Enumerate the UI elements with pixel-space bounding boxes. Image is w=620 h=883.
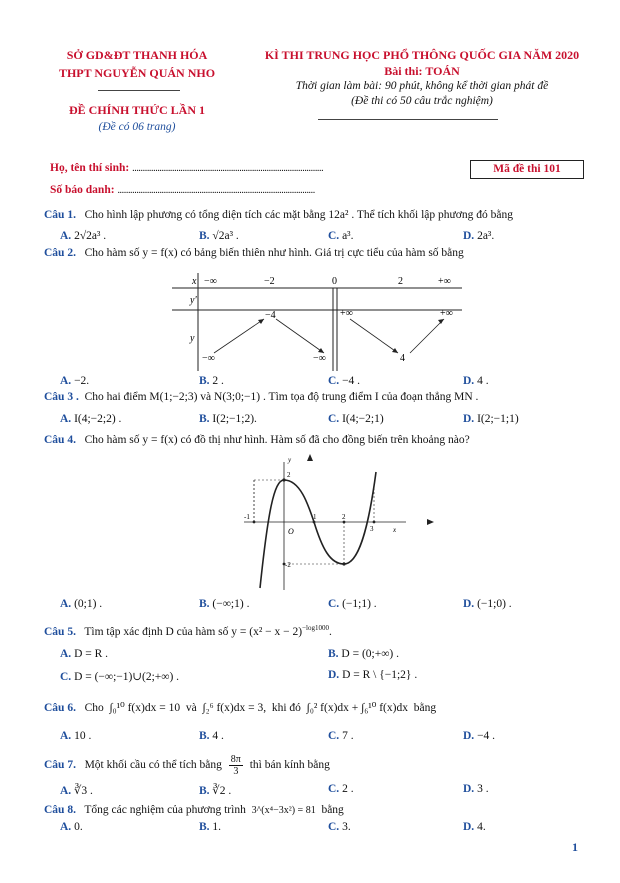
answer-letter: A. xyxy=(60,413,72,425)
q4-answer-b[interactable] xyxy=(199,598,249,610)
answer-letter: A. xyxy=(60,598,72,610)
page-number: 1 xyxy=(572,840,578,854)
answer-letter: D. xyxy=(463,375,475,387)
dept-name: SỞ GD&ĐT THANH HÓA xyxy=(66,48,208,62)
answer-value: 4. xyxy=(477,821,486,833)
question-text: Cho xyxy=(84,702,104,714)
q6-answer-b[interactable] xyxy=(199,730,224,742)
answer-value: (−∞;1) . xyxy=(212,598,250,610)
answer-value: 1. xyxy=(212,821,222,833)
question-number: Câu 6. xyxy=(44,702,76,714)
question-text: Cho hình lập phương có tổng diện tích các mặt bằng 12a² . Thể tích khối lập phương đó bằng xyxy=(84,209,513,221)
answer-letter: D. xyxy=(463,598,475,610)
q5-answer-b[interactable] xyxy=(328,648,399,660)
answer-value: D = (−∞;−1)∪(2;+∞) . xyxy=(74,671,180,683)
answer-letter: C. xyxy=(328,598,340,610)
y-axis-label: y xyxy=(288,456,292,464)
school-name: THPT NGUYỄN QUÁN NHO xyxy=(58,66,216,80)
answer-value: ∛2 . xyxy=(212,785,232,797)
answer-value: (0;1) . xyxy=(74,598,103,610)
question-number: Câu 5. xyxy=(44,625,76,638)
answer-value: 10 . xyxy=(74,730,92,742)
q7-answer-a[interactable] xyxy=(60,783,93,797)
answer-value: D = R \ {−1;2} . xyxy=(342,669,418,681)
answer-value: I(2;−1;2). xyxy=(212,413,257,425)
q3-answer-b[interactable] xyxy=(199,413,257,425)
question-number: Câu 4. xyxy=(44,434,76,446)
question-text: Tổng các nghiệm của phương trình xyxy=(84,804,246,816)
q7-answer-b[interactable] xyxy=(199,783,231,797)
answer-letter: B. xyxy=(199,598,210,610)
answer-letter: A. xyxy=(60,230,72,242)
answer-value: D = R . xyxy=(74,648,109,660)
integral-3: ∫₀² f(x)dx + ∫₆¹⁰ f(x)dx xyxy=(306,702,408,714)
question-text: Tìm tập xác định D của hàm số y = (x² − x − 2) xyxy=(84,625,303,638)
origin-label: O xyxy=(288,527,294,536)
question-text: khi đó xyxy=(271,702,301,714)
y-value: −∞ xyxy=(202,353,215,364)
question-6 xyxy=(44,700,436,714)
answer-letter: D. xyxy=(463,730,475,742)
q3-answer-d[interactable] xyxy=(463,413,519,425)
question-3 xyxy=(44,391,478,403)
q8-answer-c[interactable] xyxy=(328,821,351,833)
q4-answer-c[interactable] xyxy=(328,598,377,610)
fraction-numerator: 8π xyxy=(230,754,241,765)
answer-letter: D. xyxy=(463,783,475,795)
q8-answer-a[interactable] xyxy=(60,821,83,833)
x-value: −2 xyxy=(264,276,275,287)
answer-letter: D. xyxy=(463,230,475,242)
answer-letter: A. xyxy=(60,821,72,833)
question-text: bằng xyxy=(321,804,344,816)
q5-answer-d[interactable] xyxy=(328,669,417,681)
answer-value: I(4;−2;2) . xyxy=(74,413,122,425)
answer-value: √2a³ . xyxy=(212,230,239,242)
answer-letter: B. xyxy=(199,230,210,242)
q8-answer-b[interactable] xyxy=(199,821,221,833)
answer-letter: C. xyxy=(60,671,72,683)
question-5: Câu 5. Tìm tập xác định D của hàm số $y = (x^2 - x - 2)^{-log1000}$. xyxy=(44,624,332,638)
question-text: Cho hàm số y = f(x) có bảng biến thiên như hình. Giá trị cực tiểu của hàm số bằng xyxy=(84,247,464,259)
tick-y-2: 2 xyxy=(287,471,291,479)
exam-code-box xyxy=(470,160,584,179)
x-label: x xyxy=(192,276,197,287)
question-4 xyxy=(44,434,470,446)
y-value: +∞ xyxy=(340,308,353,319)
equation: 3^(x⁴−3x²) = 81 xyxy=(251,805,316,816)
q1-answer-b[interactable] xyxy=(199,230,239,242)
answer-letter: A. xyxy=(60,375,72,387)
answer-value: ∛3 . xyxy=(74,785,93,797)
id-field[interactable]: .............................................................................................. xyxy=(117,185,315,196)
answer-value: 3 . xyxy=(477,783,489,795)
q6-answer-c[interactable] xyxy=(328,730,354,742)
answer-value: 7 . xyxy=(342,730,354,742)
answer-value: (−1;1) . xyxy=(342,598,377,610)
q1-answer-a[interactable] xyxy=(60,230,106,242)
answer-value: 0. xyxy=(74,821,83,833)
answer-letter: D. xyxy=(463,413,475,425)
official-label: ĐỀ CHÍNH THỨC LẦN 1 xyxy=(68,103,205,117)
x-value: 2 xyxy=(398,276,403,287)
q7-answer-d[interactable] xyxy=(463,783,489,795)
answer-value: 2 . xyxy=(342,783,354,795)
question-2 xyxy=(44,247,464,259)
fraction xyxy=(229,754,243,777)
id-label: Số báo danh: xyxy=(50,184,115,196)
answer-letter: B. xyxy=(328,648,339,660)
q6-answer-d[interactable] xyxy=(463,730,495,742)
answer-letter: C. xyxy=(328,413,340,425)
fraction-denominator: 3 xyxy=(233,766,239,777)
answer-letter: A. xyxy=(60,648,72,660)
question-number: Câu 7. xyxy=(44,759,76,772)
question-8 xyxy=(44,804,344,816)
answer-letter: C. xyxy=(328,375,340,387)
y-value: −4 xyxy=(265,310,276,321)
x-value: −∞ xyxy=(204,276,217,287)
y-label: y xyxy=(190,333,195,344)
yp-label: y' xyxy=(190,295,197,306)
answer-value: −4 . xyxy=(342,375,361,387)
id-row xyxy=(50,184,315,196)
tick-x-neg1: -1 xyxy=(244,513,250,521)
answer-value: 2√2a³ . xyxy=(74,230,107,242)
answer-letter: C. xyxy=(328,821,340,833)
q2-answer-c[interactable] xyxy=(328,375,360,387)
question-text: bằng xyxy=(413,702,437,714)
function-graph xyxy=(238,452,438,592)
q3-answer-c[interactable] xyxy=(328,413,384,425)
answer-value: (−1;0) . xyxy=(477,598,512,610)
question-number: Câu 2. xyxy=(44,247,76,259)
q5-answer-a[interactable] xyxy=(60,648,108,660)
q2-answer-a[interactable] xyxy=(60,375,89,387)
answer-value: 4 . xyxy=(477,375,489,387)
exponent: −log1000 xyxy=(302,624,330,632)
subject: Bài thi: TOÁN xyxy=(384,64,460,78)
question-number: Câu 8. xyxy=(44,804,76,816)
q3-answer-a[interactable] xyxy=(60,413,121,425)
answer-value: D = (0;+∞) . xyxy=(341,648,400,660)
q5-answer-c[interactable] xyxy=(60,669,179,683)
answer-letter: B. xyxy=(199,785,210,797)
x-axis-label: x xyxy=(393,526,397,534)
tick-y-neg2: -2 xyxy=(285,561,291,569)
q8-answer-d[interactable] xyxy=(463,821,486,833)
answer-value: 2 . xyxy=(212,375,224,387)
y-value: 4 xyxy=(400,353,405,364)
question-number: Câu 1. xyxy=(44,209,76,221)
answer-letter: D. xyxy=(463,821,475,833)
name-row xyxy=(50,162,323,174)
answer-letter: C. xyxy=(328,783,340,795)
answer-letter: C. xyxy=(328,730,340,742)
time-note: Thời gian làm bài: 90 phút, không kể thời gian phát đề xyxy=(295,80,549,92)
exam-title: KÌ THI TRUNG HỌC PHỔ THÔNG QUỐC GIA NĂM 2020 xyxy=(264,48,580,62)
question-7 xyxy=(44,754,330,777)
q6-answer-a[interactable] xyxy=(60,730,91,742)
q4-answer-a[interactable] xyxy=(60,598,102,610)
answer-value: 4 . xyxy=(212,730,224,742)
question-number: Câu 3 . xyxy=(44,391,79,403)
answer-letter: B. xyxy=(199,413,210,425)
question-text: thì bán kính bằng xyxy=(249,759,330,772)
header-divider-right xyxy=(318,119,498,120)
integral-2: ∫₂⁶ f(x)dx = 3, xyxy=(202,702,267,714)
question-1 xyxy=(44,209,513,221)
q1-answer-c[interactable] xyxy=(328,230,354,242)
q2-answer-d[interactable] xyxy=(463,375,489,387)
tick-x-2: 2 xyxy=(342,513,346,521)
answer-value: a³. xyxy=(342,230,354,242)
x-value: 0 xyxy=(332,276,337,287)
answer-value: I(4;−2;1) xyxy=(342,413,384,425)
answer-value: −4 . xyxy=(477,730,496,742)
x-value: +∞ xyxy=(438,276,451,287)
q1-answer-d[interactable] xyxy=(463,230,494,242)
answer-value: I(2;−1;1) xyxy=(477,413,519,425)
questions-note: (Đề thi có 50 câu trắc nghiệm) xyxy=(351,95,493,107)
integral-1: ∫₀¹⁰ f(x)dx = 10 xyxy=(109,702,181,714)
variation-table xyxy=(172,273,462,371)
answer-value: 3. xyxy=(342,821,351,833)
q2-answer-b[interactable] xyxy=(199,375,224,387)
answer-letter: B. xyxy=(199,730,210,742)
answer-letter: A. xyxy=(60,785,72,797)
answer-value: −2. xyxy=(74,375,90,387)
pages-note: (Đề có 06 trang) xyxy=(98,121,176,133)
tick-x-1: 1 xyxy=(313,513,317,521)
question-text: Cho hai điểm M(1;−2;3) và N(3;0;−1) . Tìm tọa độ trung điểm I của đoạn thẳng MN . xyxy=(84,391,479,403)
tick-x-3: 3 xyxy=(370,525,374,533)
answer-letter: A. xyxy=(60,730,72,742)
q4-answer-d[interactable] xyxy=(463,598,512,610)
answer-letter: B. xyxy=(199,821,210,833)
answer-letter: B. xyxy=(199,375,210,387)
question-text: Cho hàm số y = f(x) có đồ thị như hình. Hàm số đã cho đồng biến trên khoảng nào? xyxy=(84,434,470,446)
answer-letter: D. xyxy=(328,669,340,681)
exam-code: Mã đề thi 101 xyxy=(493,163,561,175)
y-value: −∞ xyxy=(313,353,326,364)
question-text: và xyxy=(185,702,197,714)
y-value: +∞ xyxy=(440,308,453,319)
answer-value: 2a³. xyxy=(477,230,495,242)
q7-answer-c[interactable] xyxy=(328,783,354,795)
name-field[interactable]: ........................................................................................... xyxy=(132,163,324,174)
header-divider-left xyxy=(98,90,180,91)
name-label: Họ, tên thí sinh: xyxy=(50,162,130,174)
question-text: Một khối cầu có thể tích bằng xyxy=(84,759,222,772)
answer-letter: C. xyxy=(328,230,340,242)
